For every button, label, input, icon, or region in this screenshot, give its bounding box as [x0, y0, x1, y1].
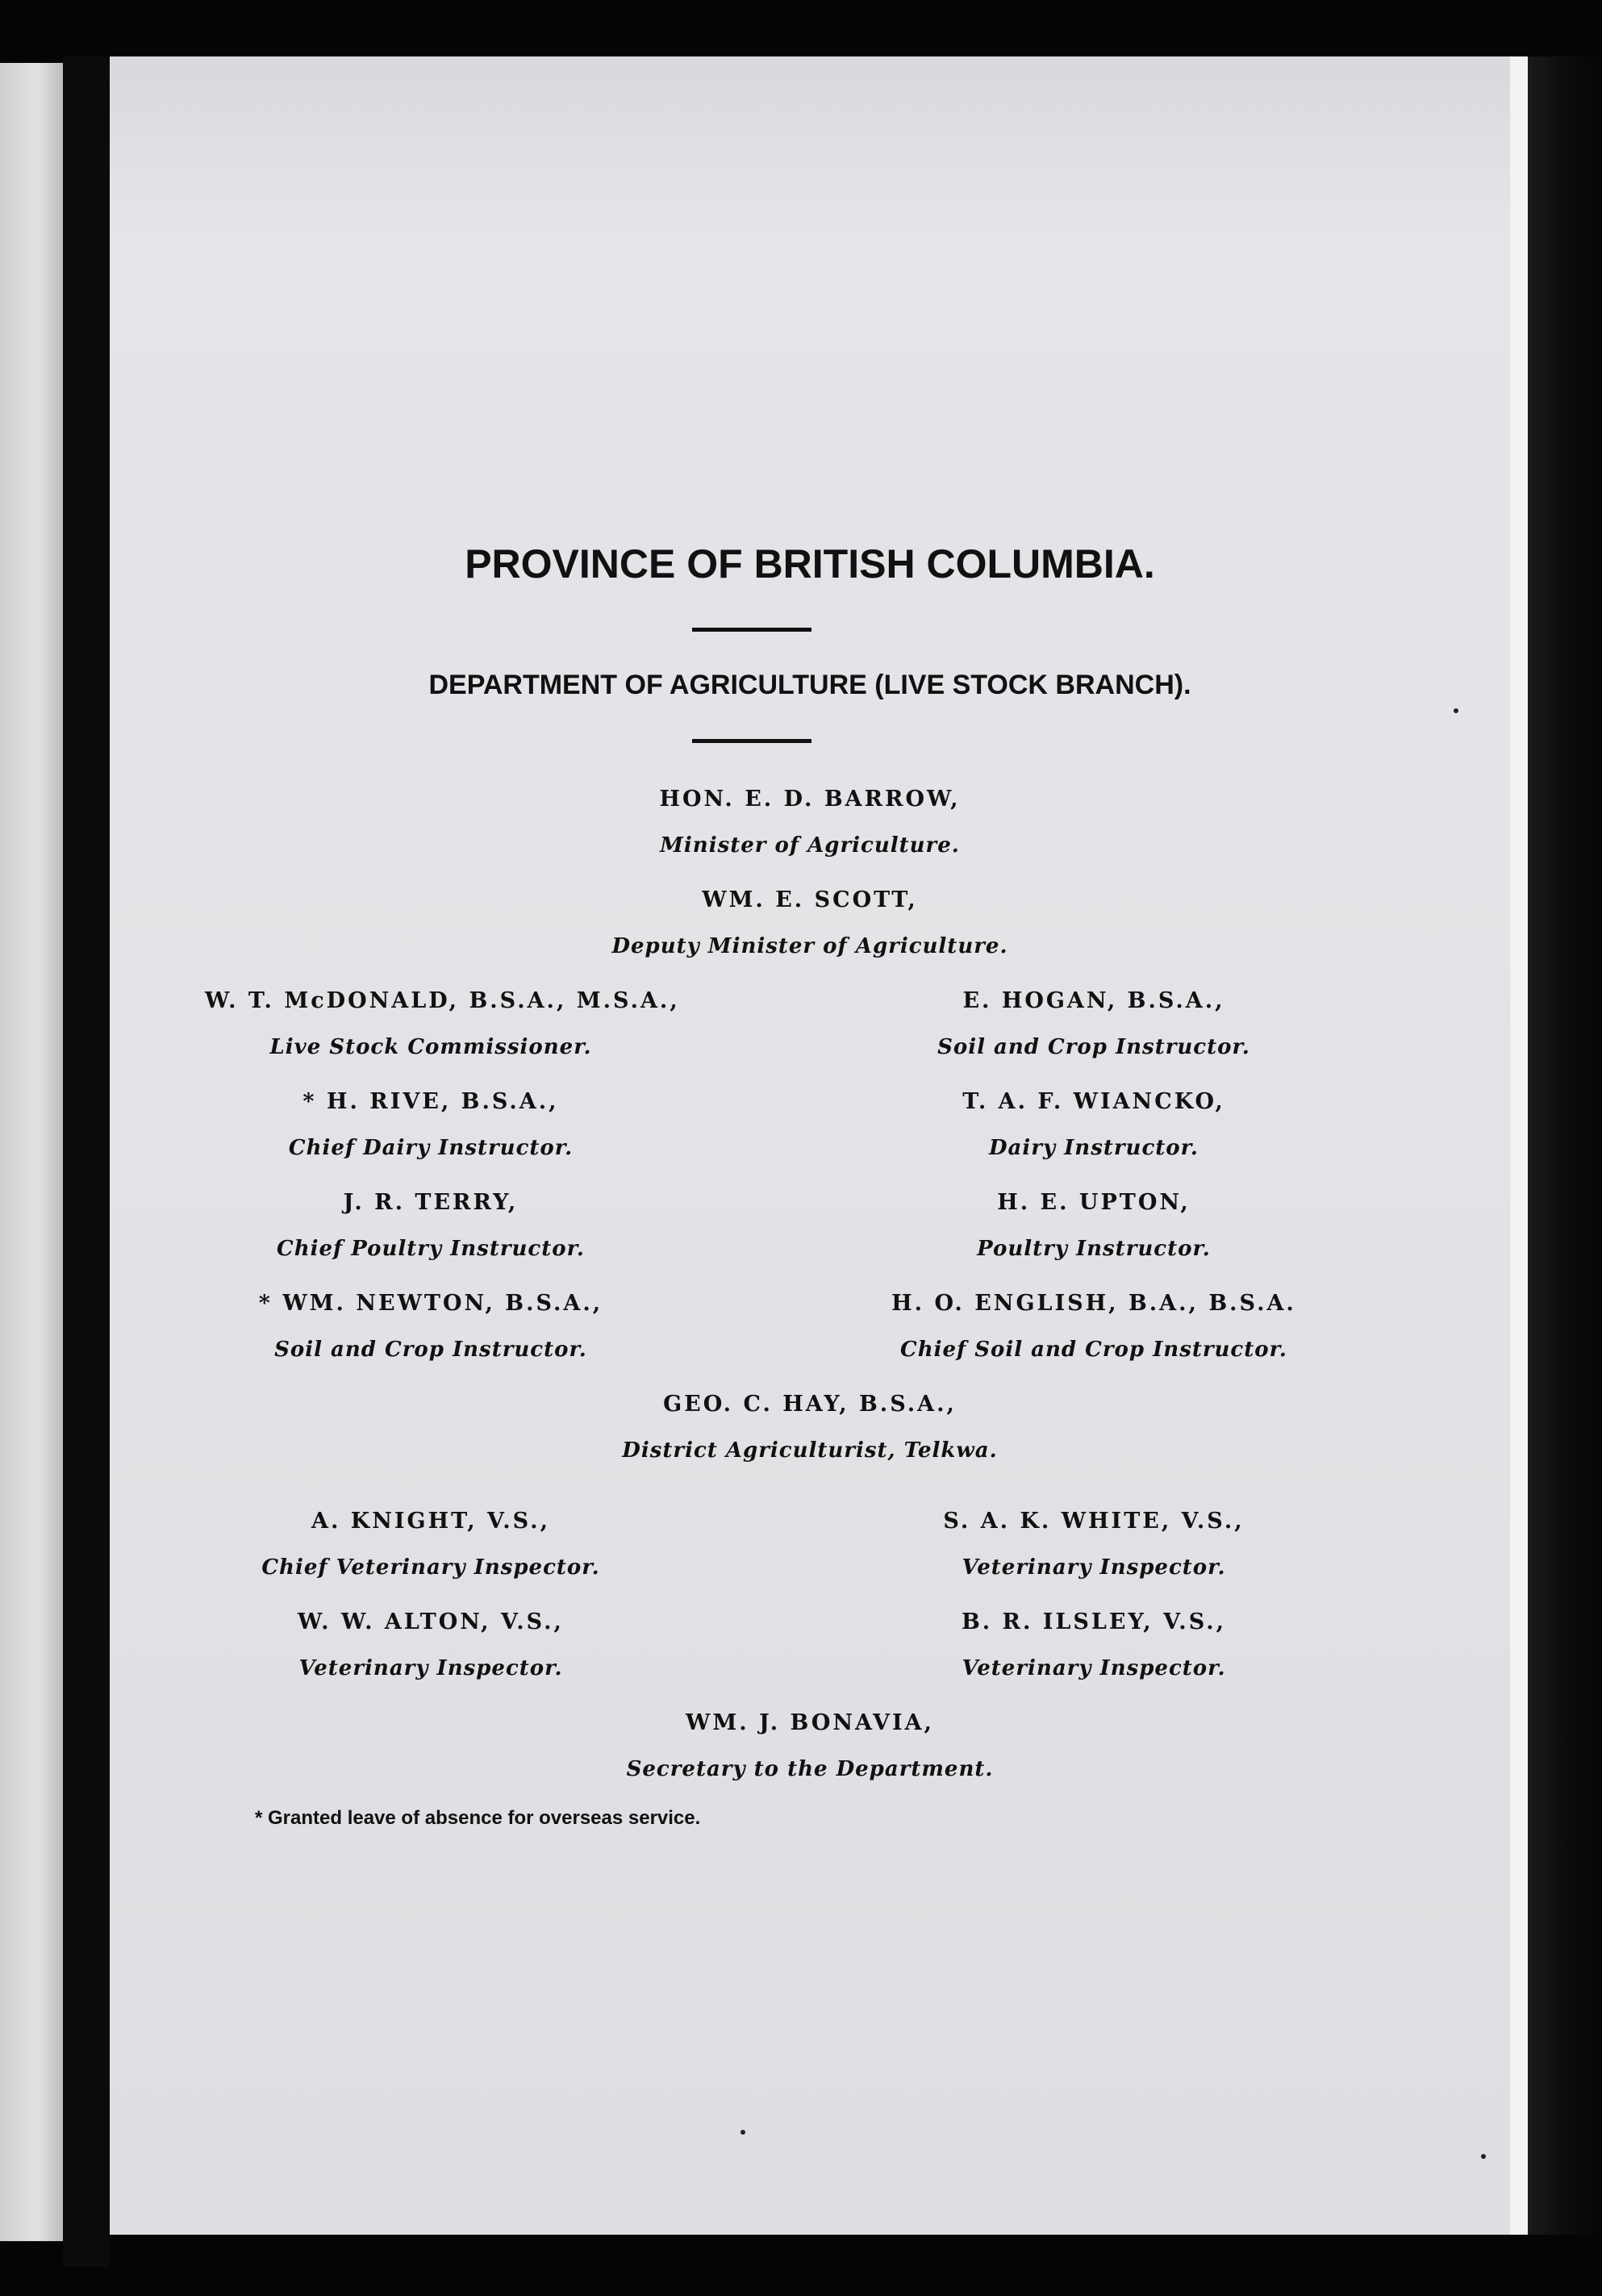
staff-role: Soil and Crop Instructor.	[937, 1035, 1250, 1059]
department-heading: DEPARTMENT OF AGRICULTURE (LIVE STOCK BRANCH).	[428, 670, 1191, 700]
staff-role: Live Stock Commissioner.	[269, 1035, 592, 1059]
deputy-minister-role: Deputy Minister of Agriculture.	[611, 934, 1008, 958]
staff-role: Veterinary Inspector.	[298, 1656, 563, 1680]
staff-name: J. R. TERRY,	[343, 1190, 519, 1215]
district-agriculturist-role: District Agriculturist, Telkwa.	[622, 1438, 998, 1463]
footnote: * Granted leave of absence for overseas service.	[255, 1807, 701, 1829]
title-divider	[692, 628, 811, 632]
staff-name: S. A. K. WHITE, V.S.,	[943, 1509, 1245, 1534]
staff-name: B. R. ILSLEY, V.S.,	[961, 1609, 1227, 1634]
staff-role: Chief Dairy Instructor.	[288, 1136, 574, 1160]
page-title: PROVINCE OF BRITISH COLUMBIA.	[465, 541, 1155, 587]
staff-role: Veterinary Inspector.	[962, 1555, 1226, 1580]
page-edge	[1510, 56, 1528, 2235]
staff-name: T. A. F. WIANCKO,	[962, 1089, 1225, 1114]
staff-name: W. W. ALTON, V.S.,	[298, 1609, 564, 1634]
deputy-minister-name: WM. E. SCOTT,	[702, 887, 918, 912]
minister-name: HON. E. D. BARROW,	[659, 787, 961, 812]
staff-role: Chief Poultry Instructor.	[277, 1237, 585, 1261]
staff-name: * WM. NEWTON, B.S.A.,	[258, 1291, 603, 1316]
staff-role: Veterinary Inspector.	[962, 1656, 1226, 1680]
district-agriculturist-name: GEO. C. HAY, B.S.A.,	[663, 1392, 957, 1417]
minister-role: Minister of Agriculture.	[660, 833, 960, 858]
staff-role: Chief Veterinary Inspector.	[261, 1555, 600, 1580]
secretary-name: WM. J. BONAVIA,	[686, 1710, 934, 1735]
staff-name: W. T. McDONALD, B.S.A., M.S.A.,	[205, 988, 680, 1013]
staff-role: Poultry Instructor.	[977, 1237, 1211, 1261]
staff-name: H. O. ENGLISH, B.A., B.S.A.	[891, 1291, 1296, 1316]
subtitle-divider	[692, 739, 811, 743]
facing-page-edge	[0, 63, 63, 2241]
staff-role: Chief Soil and Crop Instructor.	[900, 1338, 1287, 1362]
staff-name: H. E. UPTON,	[997, 1190, 1191, 1215]
staff-name: E. HOGAN, B.S.A.,	[962, 988, 1225, 1013]
staff-role: Dairy Instructor.	[989, 1136, 1199, 1160]
staff-name: A. KNIGHT, V.S.,	[311, 1509, 550, 1534]
staff-name: * H. RIVE, B.S.A.,	[302, 1089, 559, 1114]
book-gutter	[63, 56, 110, 2267]
secretary-role: Secretary to the Department.	[626, 1757, 994, 1781]
page-content	[110, 56, 1510, 2235]
scan-speck	[741, 2130, 745, 2135]
scan-speck	[1454, 708, 1458, 713]
scan-speck	[1481, 2154, 1486, 2159]
staff-role: Soil and Crop Instructor.	[274, 1338, 587, 1362]
book-cover-edge	[1528, 56, 1602, 2235]
